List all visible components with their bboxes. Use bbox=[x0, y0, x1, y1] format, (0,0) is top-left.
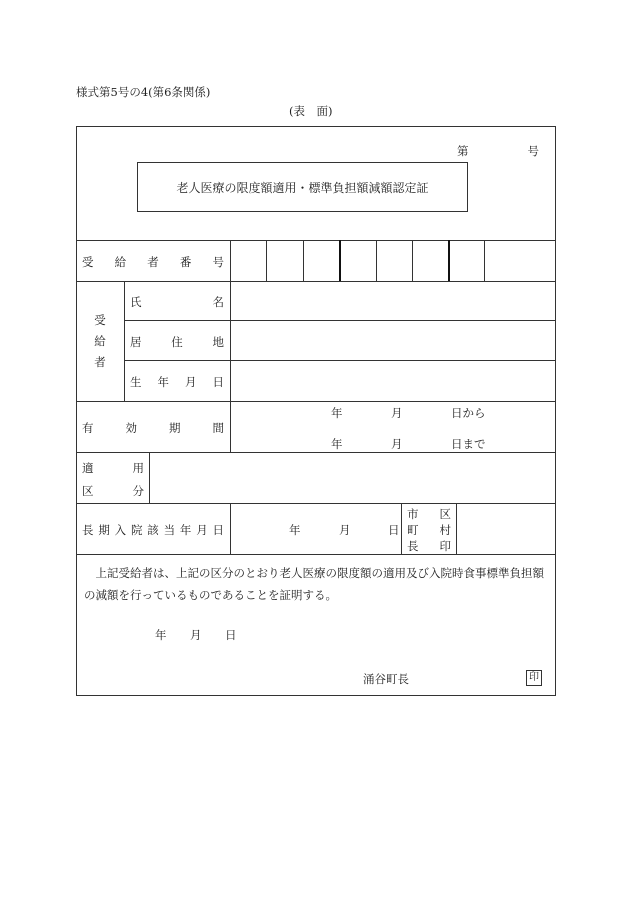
certificate-number bbox=[457, 143, 539, 159]
label-char: 氏 bbox=[130, 295, 142, 309]
certificate-number-prefix: 第 bbox=[457, 144, 469, 158]
label-char: 年 bbox=[179, 523, 192, 537]
recipient-number-digit[interactable] bbox=[231, 241, 266, 281]
category-label-line2 bbox=[82, 483, 144, 499]
label-char: 月 bbox=[196, 523, 208, 537]
address-field[interactable] bbox=[231, 321, 555, 360]
birthdate-field[interactable] bbox=[231, 361, 555, 401]
label-char: 給 bbox=[114, 255, 127, 269]
official-seal-box bbox=[526, 670, 542, 686]
label-char: 該 bbox=[147, 523, 159, 537]
certificate-number-suffix: 号 bbox=[527, 144, 539, 158]
label-char: 市 bbox=[407, 507, 419, 521]
label-char: 受 bbox=[82, 255, 94, 269]
label-char: 入 bbox=[114, 523, 127, 537]
birthdate-label bbox=[130, 374, 224, 390]
issuer-name: 涌谷町長 bbox=[363, 672, 409, 686]
label-char: 居 bbox=[130, 335, 142, 349]
validity-to-month: 月 bbox=[391, 437, 403, 451]
validity-to-year: 年 bbox=[331, 437, 343, 451]
seal-mark: 印 bbox=[529, 672, 539, 683]
column-rule bbox=[401, 503, 402, 554]
label-char: 者 bbox=[147, 255, 159, 269]
recipient-number-digit[interactable] bbox=[304, 241, 339, 281]
label-char: 名 bbox=[212, 295, 224, 309]
validity-from-year: 年 bbox=[331, 406, 343, 420]
name-field[interactable] bbox=[231, 282, 555, 320]
long-term-day: 日 bbox=[388, 523, 400, 537]
label-char: 号 bbox=[212, 255, 224, 269]
certificate-title-box bbox=[137, 162, 468, 212]
label-char: 地 bbox=[212, 335, 224, 349]
statement-date-year: 年 bbox=[155, 628, 167, 642]
recipient-number-digit[interactable] bbox=[413, 241, 448, 281]
label-char: 年 bbox=[157, 375, 169, 389]
label-char: 生 bbox=[130, 375, 142, 389]
recipient-group-label bbox=[76, 312, 124, 370]
label-char: 適 bbox=[82, 461, 94, 475]
statement-date-day: 日 bbox=[225, 628, 237, 642]
label-char: 日 bbox=[212, 375, 224, 389]
label-char: 住 bbox=[171, 335, 183, 349]
municipality-head-line2 bbox=[407, 522, 451, 538]
label-char: 月 bbox=[185, 375, 197, 389]
label-char: 期 bbox=[98, 523, 110, 537]
label-char: 分 bbox=[132, 484, 144, 498]
row-rule bbox=[76, 554, 556, 555]
label-char: 村 bbox=[439, 523, 451, 537]
certification-statement: 上記受給者は、上記の区分のとおり老人医療の限度額の適用及び入院時食事標準負担額の減額を行っているものであることを証明する。 bbox=[84, 566, 544, 602]
municipality-seal-field[interactable] bbox=[457, 504, 555, 554]
certificate-title: 老人医療の限度額適用・標準負担額減額認定証 bbox=[176, 180, 429, 195]
label-char: 区 bbox=[439, 507, 451, 521]
label-char: 受 bbox=[94, 313, 106, 327]
label-char: 印 bbox=[439, 539, 451, 553]
municipality-head-line3 bbox=[407, 538, 451, 554]
label-char: 長 bbox=[82, 523, 94, 537]
recipient-number-digit[interactable] bbox=[485, 241, 555, 281]
label-char: 長 bbox=[407, 539, 419, 553]
recipient-number-label bbox=[82, 254, 224, 270]
category-label-line1 bbox=[82, 460, 144, 476]
label-char: 間 bbox=[212, 421, 224, 435]
label-char: 効 bbox=[125, 421, 137, 435]
label-char: 当 bbox=[163, 523, 176, 537]
label-char: 区 bbox=[82, 484, 94, 498]
label-char: 有 bbox=[82, 421, 94, 435]
category-field[interactable] bbox=[150, 453, 555, 503]
statement-date-month: 月 bbox=[190, 628, 202, 642]
label-char: 番 bbox=[179, 255, 192, 269]
label-char: 期 bbox=[169, 421, 181, 435]
validity-label bbox=[82, 420, 224, 436]
form-number: 様式第5号の4(第6条関係) bbox=[76, 85, 211, 99]
label-char: 者 bbox=[94, 355, 106, 369]
column-rule bbox=[124, 281, 125, 401]
long-term-month: 月 bbox=[339, 523, 351, 537]
address-label bbox=[130, 334, 224, 350]
label-char: 用 bbox=[132, 461, 144, 475]
row-rule bbox=[76, 401, 556, 402]
label-char: 院 bbox=[130, 523, 143, 537]
recipient-number-digit[interactable] bbox=[450, 241, 484, 281]
label-char: 日 bbox=[212, 523, 224, 537]
validity-from-month: 月 bbox=[391, 406, 403, 420]
name-label bbox=[130, 294, 224, 310]
long-term-label bbox=[82, 522, 224, 538]
municipality-head-line1 bbox=[407, 506, 451, 522]
recipient-number-digit[interactable] bbox=[341, 241, 376, 281]
label-char: 給 bbox=[94, 334, 106, 348]
long-term-year: 年 bbox=[289, 523, 301, 537]
recipient-number-digit[interactable] bbox=[267, 241, 303, 281]
validity-from-day: 日から bbox=[451, 406, 486, 420]
recipient-number-digit[interactable] bbox=[377, 241, 412, 281]
form-side-label: (表 面) bbox=[289, 104, 333, 118]
label-char: 町 bbox=[407, 523, 419, 537]
validity-to-day: 日まで bbox=[451, 437, 486, 451]
column-rule bbox=[230, 503, 231, 554]
